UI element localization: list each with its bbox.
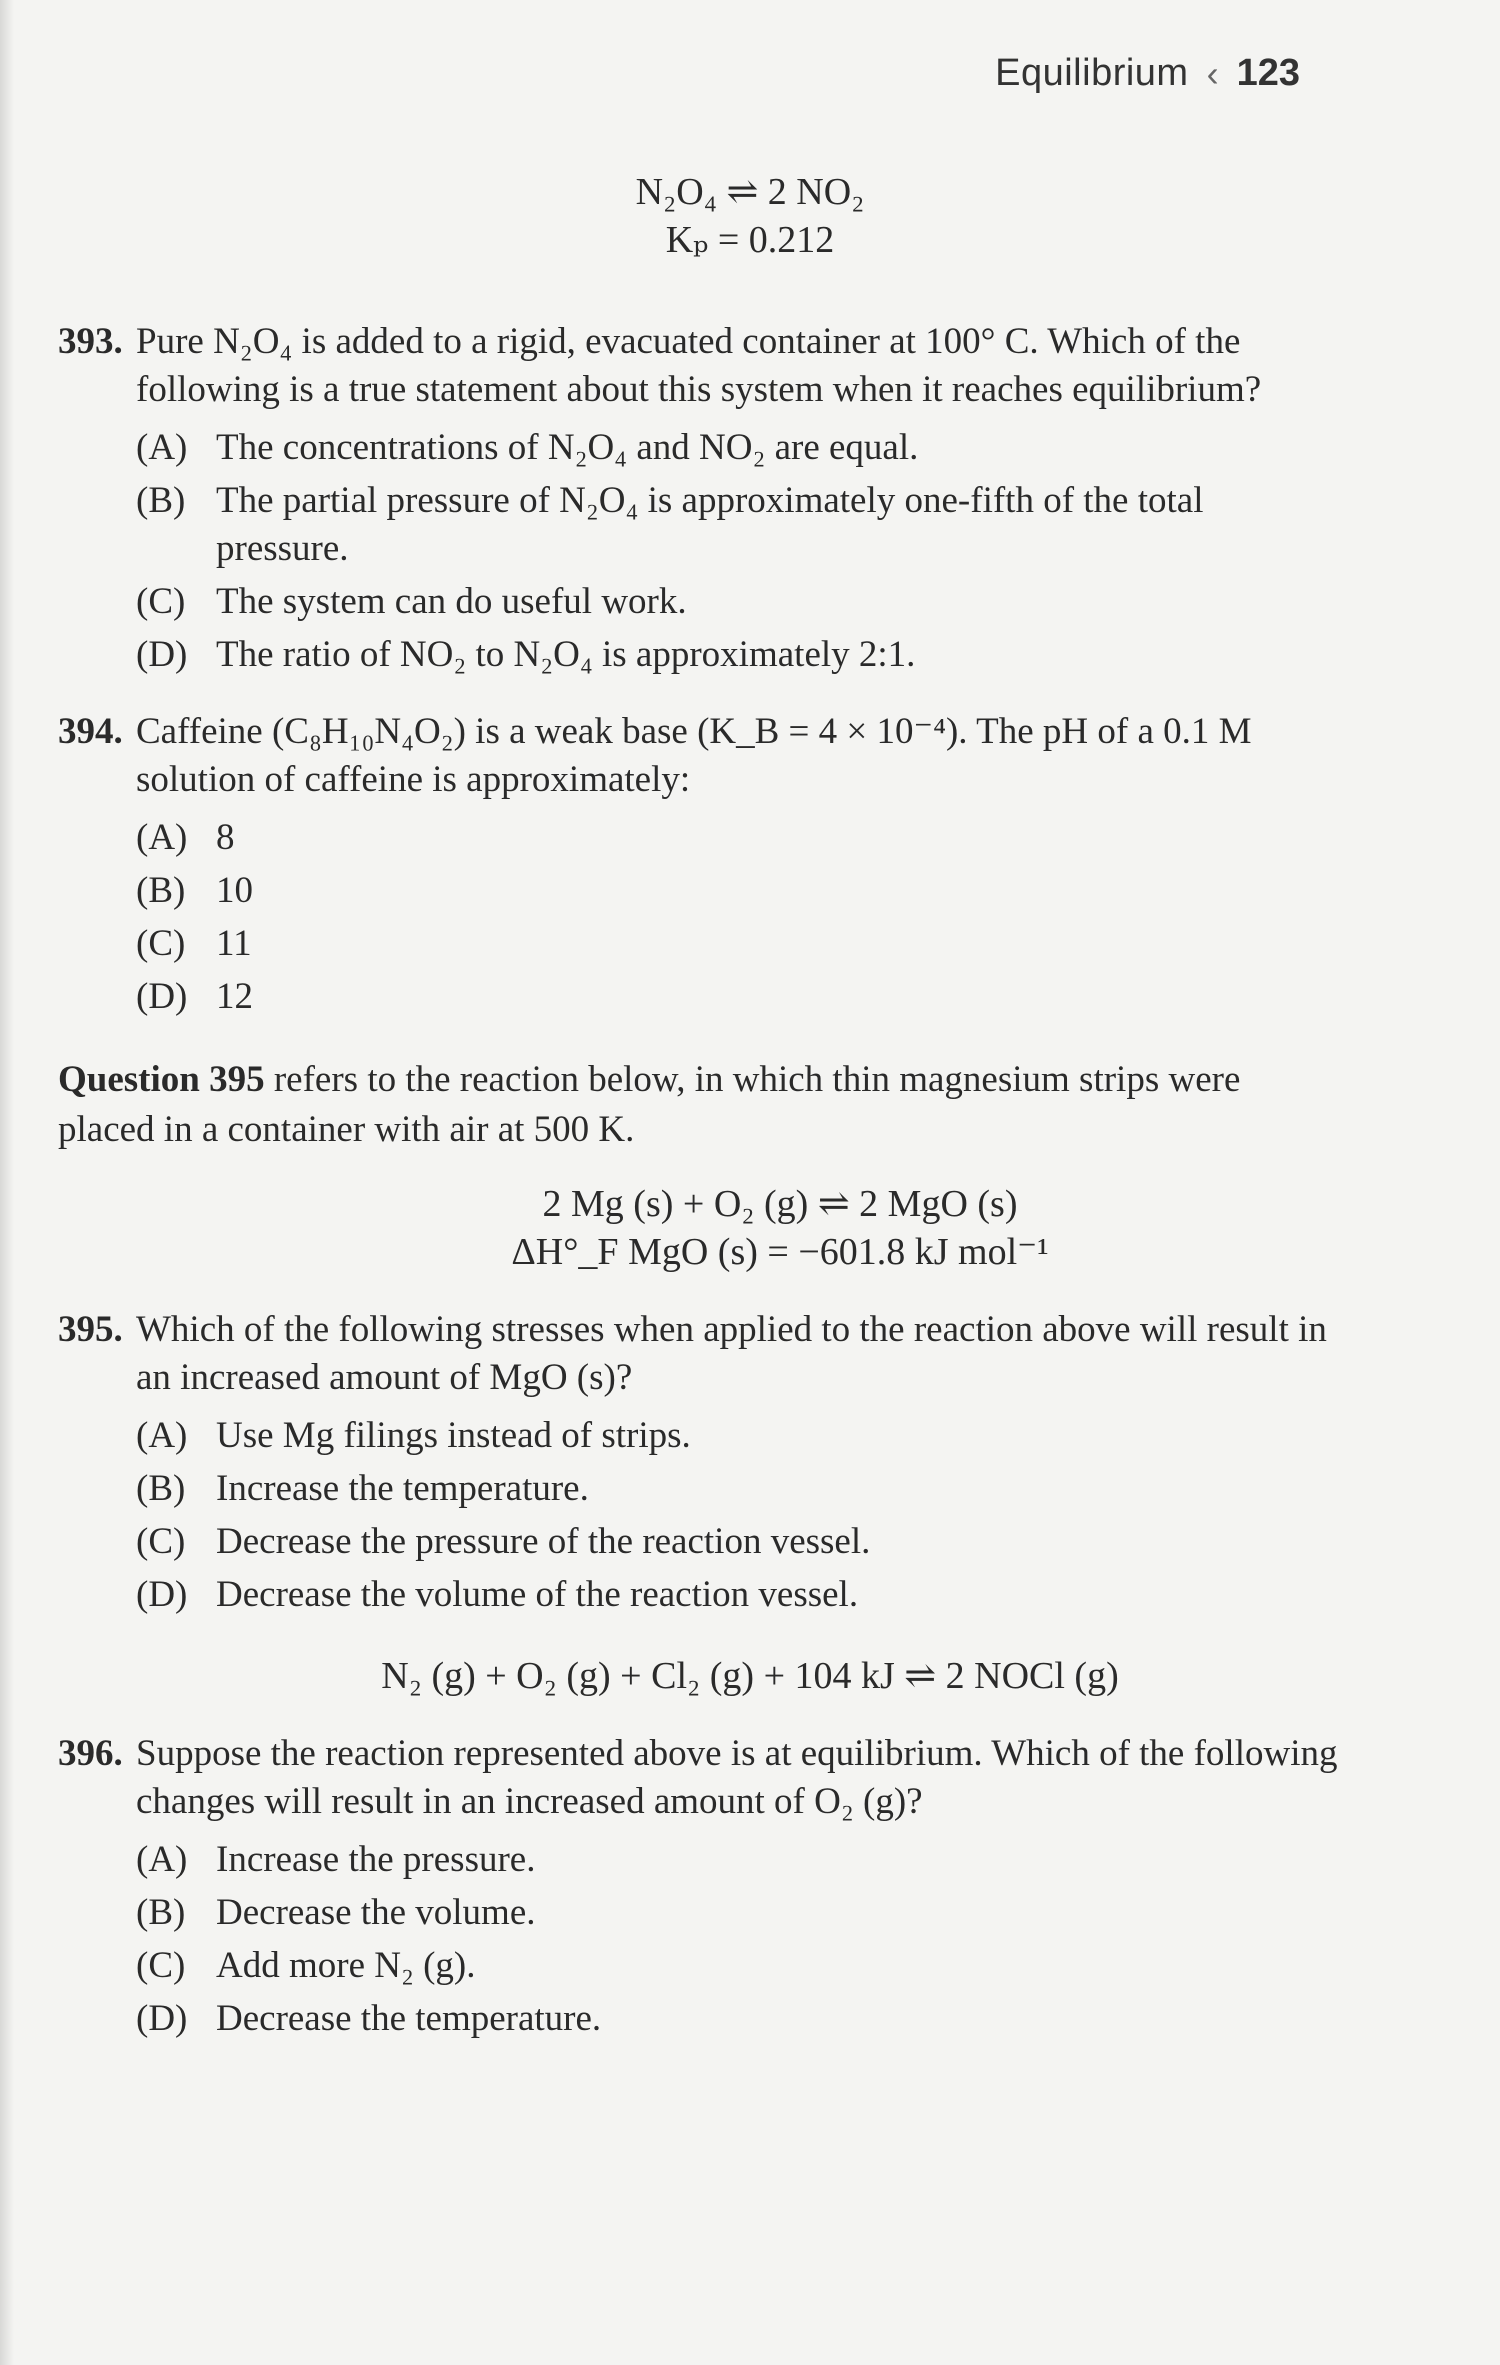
option-label: (C) xyxy=(136,581,186,622)
option-text: 8 xyxy=(216,817,235,858)
question-stem: Which of the following stresses when applied to the reaction above will result in an increased amount of MgO (s)? xyxy=(136,1309,1327,1398)
option-text: Increase the pressure. xyxy=(216,1839,536,1880)
option-label: (C) xyxy=(136,923,186,964)
option-label: (B) xyxy=(136,480,186,521)
question-stem: Caffeine (C₈H₁₀N₄O₂) is a weak base (K_B = 4 × 10⁻⁴). The pH of a 0.1 M solution of caffeine is approximately: xyxy=(136,711,1252,800)
answer-option xyxy=(136,424,1366,472)
chevron-left-icon: ‹ xyxy=(1206,52,1219,94)
answer-option xyxy=(136,1412,1366,1460)
equation-line: ΔH°_F MgO (s) = −601.8 kJ mol⁻¹ xyxy=(511,1231,1049,1273)
question-394 xyxy=(58,708,1366,1026)
option-text: Use Mg filings instead of strips. xyxy=(216,1415,691,1456)
equation-line: N₂O₄ ⇌ 2 NO₂ xyxy=(635,171,865,213)
equation-mgo xyxy=(0,1180,1500,1276)
answer-option xyxy=(136,631,1366,679)
option-text: 12 xyxy=(216,976,253,1017)
answer-options xyxy=(136,1412,1366,1619)
option-text: Decrease the volume. xyxy=(216,1892,536,1933)
option-label: (A) xyxy=(136,427,188,468)
question-395-intro xyxy=(58,1055,1318,1155)
option-text: The system can do useful work. xyxy=(216,581,687,622)
option-label: (B) xyxy=(136,870,186,911)
option-label: (D) xyxy=(136,634,188,675)
option-label: (A) xyxy=(136,1839,188,1880)
option-text: 11 xyxy=(216,923,252,964)
equation-nocl xyxy=(0,1652,1500,1700)
answer-option xyxy=(136,578,1366,626)
option-text: Add more N₂ (g). xyxy=(216,1945,476,1986)
question-number: 394. xyxy=(58,711,123,752)
question-396 xyxy=(58,1730,1366,2048)
option-label: (A) xyxy=(136,817,188,858)
option-label: (C) xyxy=(136,1521,186,1562)
equation-line: N₂ (g) + O₂ (g) + Cl₂ (g) + 104 kJ ⇌ 2 NOCl (g) xyxy=(381,1655,1119,1697)
answer-option xyxy=(136,1571,1366,1619)
intro-bold-label: Question 395 xyxy=(58,1059,265,1100)
question-395 xyxy=(58,1306,1366,1624)
equation-line: 2 Mg (s) + O₂ (g) ⇌ 2 MgO (s) xyxy=(542,1183,1018,1225)
equation-n2o4 xyxy=(0,168,1500,264)
option-label: (D) xyxy=(136,1574,188,1615)
answer-options xyxy=(136,814,1366,1021)
question-393 xyxy=(58,318,1366,684)
section-title: Equilibrium xyxy=(995,52,1189,94)
answer-option xyxy=(136,1942,1366,1990)
option-text: The concentrations of N₂O₄ and NO₂ are equal. xyxy=(216,427,919,468)
answer-option xyxy=(136,814,1366,862)
answer-option xyxy=(136,867,1366,915)
question-stem: Suppose the reaction represented above is at equilibrium. Which of the following changes will result in an increased amount of O₂ (g)? xyxy=(136,1733,1338,1822)
option-text: Increase the temperature. xyxy=(216,1468,589,1509)
option-text: The ratio of NO₂ to N₂O₄ is approximately 2:1. xyxy=(216,634,916,675)
option-label: (A) xyxy=(136,1415,188,1456)
answer-option xyxy=(136,920,1366,968)
option-label: (C) xyxy=(136,1945,186,1986)
option-text: 10 xyxy=(216,870,253,911)
option-text: The partial pressure of N₂O₄ is approximately one-fifth of the total pressure. xyxy=(216,480,1204,569)
question-stem: Pure N₂O₄ is added to a rigid, evacuated container at 100° C. Which of the following is a true statement about this system when it reaches equilibrium? xyxy=(136,321,1262,410)
option-text: Decrease the temperature. xyxy=(216,1998,602,2039)
answer-option xyxy=(136,1995,1366,2043)
answer-option xyxy=(136,1465,1366,1513)
option-label: (D) xyxy=(136,1998,188,2039)
answer-option xyxy=(136,1836,1366,1884)
answer-options xyxy=(136,1836,1366,2043)
question-number: 393. xyxy=(58,321,123,362)
option-label: (D) xyxy=(136,976,188,1017)
equation-line: Kₚ = 0.212 xyxy=(665,219,835,261)
question-number: 396. xyxy=(58,1733,123,1774)
intro-text: refers to the reaction below, in which thin magnesium strips were placed in a container with air at 500 K. xyxy=(58,1059,1241,1150)
answer-option xyxy=(136,1889,1366,1937)
answer-option xyxy=(136,973,1366,1021)
option-label: (B) xyxy=(136,1892,186,1933)
question-number: 395. xyxy=(58,1309,123,1350)
running-header xyxy=(995,52,1300,95)
answer-option xyxy=(136,1518,1366,1566)
option-text: Decrease the pressure of the reaction vessel. xyxy=(216,1521,871,1562)
option-text: Decrease the volume of the reaction vessel. xyxy=(216,1574,859,1615)
answer-options xyxy=(136,424,1366,679)
answer-option xyxy=(136,477,1366,573)
page-number: 123 xyxy=(1236,52,1300,94)
option-label: (B) xyxy=(136,1468,186,1509)
